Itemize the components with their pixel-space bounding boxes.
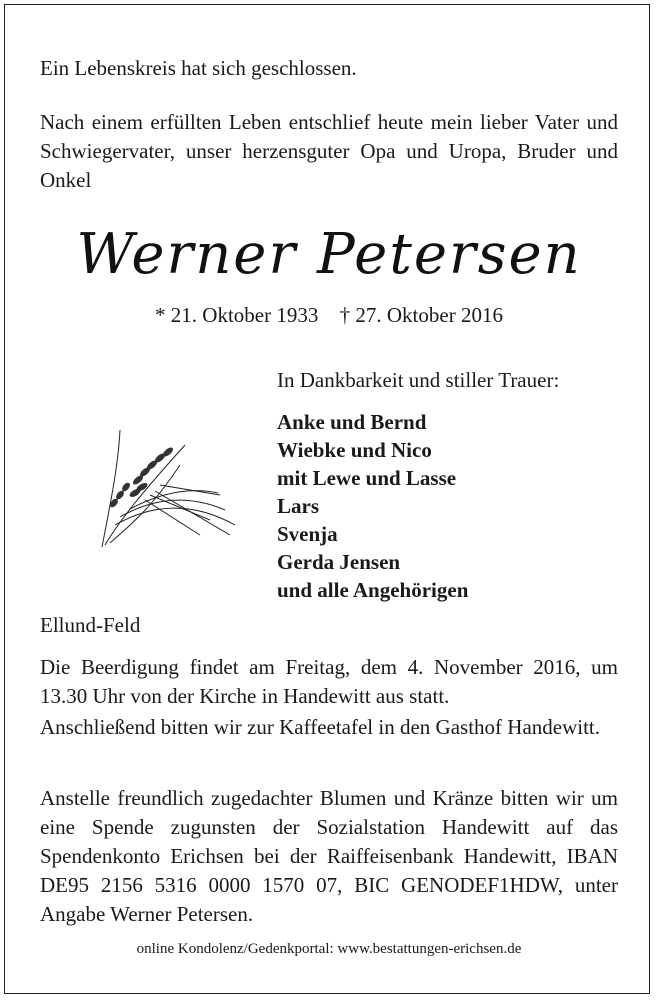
birth-date: * 21. Oktober 1933	[155, 303, 319, 327]
condolence-portal: online Kondolenz/Gedenkportal: www.bestattungen-erichsen.de	[136, 941, 522, 957]
family-member: Anke und Bernd	[277, 410, 427, 434]
wheat-ears-icon	[90, 425, 240, 555]
intro-line: Ein Lebenskreis hat sich geschlossen.	[40, 56, 357, 80]
life-dates	[0, 303, 658, 328]
family-member: Lars	[277, 494, 319, 518]
donation-info: Anstelle freundlich zugedachter Blumen und Kränze bitten wir um eine Spende zugunsten der Sozialstation Handewitt auf das Spendenkonto Erichsen bei der Raiffeisenbank Handewitt, IBAN DE95 2156 5316 0000 1570 07, BIC GENODEF1HDW, unter Angabe Werner Petersen.	[40, 786, 618, 926]
family-member: Gerda Jensen	[277, 550, 401, 574]
place-name: Ellund-Feld	[40, 613, 141, 637]
coffee-info: Anschließend bitten wir zur Kaffeetafel in den Gasthof Handewitt.	[40, 715, 601, 739]
family-list	[277, 408, 468, 604]
family-member: mit Lewe und Lasse	[277, 466, 457, 490]
family-member: Wiebke und Nico	[277, 438, 432, 462]
death-date: † 27. Oktober 2016	[339, 303, 503, 327]
funeral-info: Die Beerdigung findet am Freitag, dem 4. November 2016, um 13.30 Uhr von der Kirche in Handewitt aus statt.	[40, 655, 618, 708]
announcement-text: Nach einem erfüllten Leben entschlief heute mein lieber Vater und Schwiegervater, unser herzensguter Opa und Uropa, Bruder und Onkel	[40, 110, 618, 192]
mourning-line: In Dankbarkeit und stiller Trauer:	[277, 368, 560, 392]
deceased-name: Werner Petersen	[76, 222, 582, 287]
family-member: und alle Angehörigen	[277, 578, 469, 602]
family-member: Svenja	[277, 522, 338, 546]
